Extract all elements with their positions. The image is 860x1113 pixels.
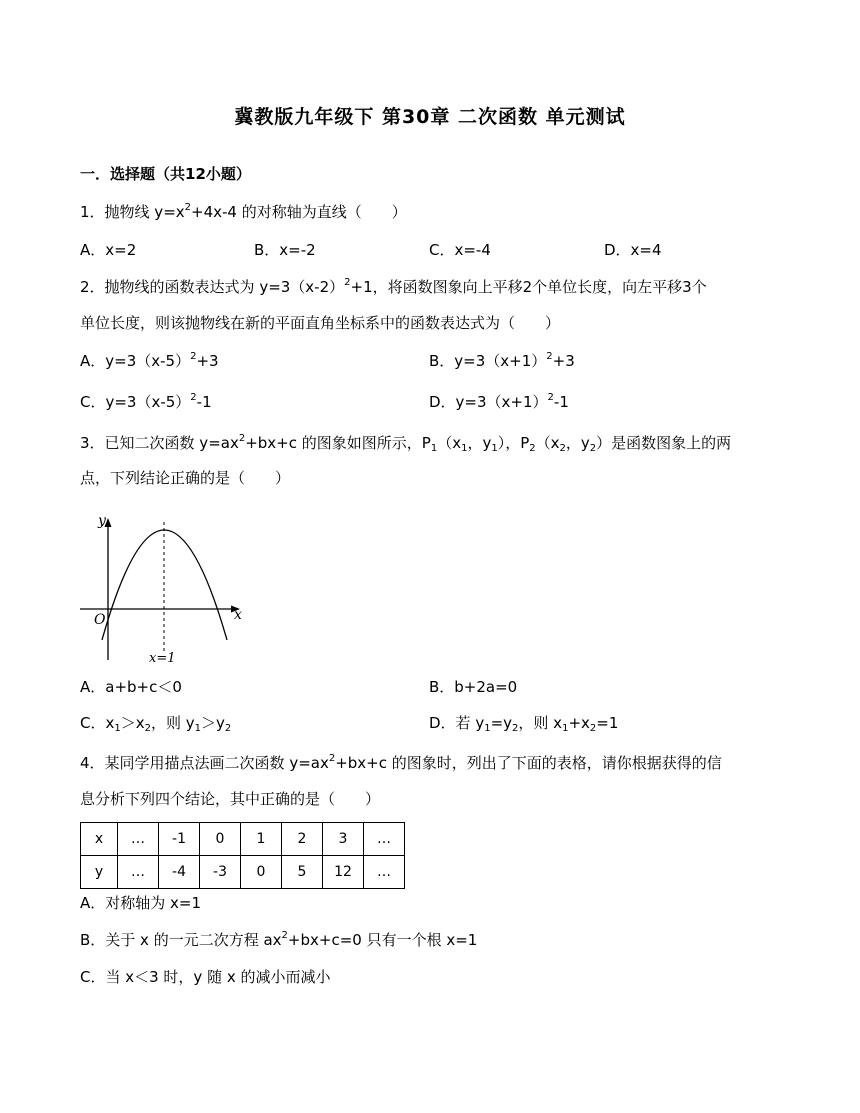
question-2-option-a: A．$y=3(x-5)^2+3$ — [80, 351, 219, 370]
table-row-x — [81, 823, 405, 856]
question-2-stem-line-2: 单位长度，则该抛物线在新的平面直角坐标系中的函数表达式为（ ） — [80, 314, 561, 332]
question-3-stem-line-2: 点，下列结论正确的是（ ） — [80, 469, 291, 487]
question-4-stem-line-2: 息分析下列四个结论，其中正确的是（ ） — [80, 790, 381, 808]
document-title: 冀教版九年级下 第30章 二次函数 单元测试 — [234, 106, 626, 128]
table-cell: -1 — [159, 823, 200, 856]
table-cell: … — [118, 823, 159, 856]
table-cell: 12 — [323, 856, 364, 889]
table-cell: 5 — [282, 856, 323, 889]
question-2-option-d: D．$y=3(x+1)^2-1$ — [429, 392, 569, 411]
table-cell: -4 — [159, 856, 200, 889]
origin-label: O — [94, 612, 106, 628]
table-cell: 0 — [200, 823, 241, 856]
question-4-option-c: C．当 x＜3 时，y 随 x 的减小而减小 — [80, 968, 331, 986]
question-2-option-b: B．$y=3(x+1)^2+3$ — [429, 351, 575, 370]
question-3-option-c: C．$x_1>x_2$，则 $y_1>y_2$ — [80, 714, 232, 734]
question-2-option-c: C．$y=3(x-5)^2-1$ — [80, 392, 212, 411]
y-axis-label: y — [98, 513, 106, 529]
table-cell: 0 — [241, 856, 282, 889]
table-cell: 2 — [282, 823, 323, 856]
symmetry-axis-label: x=1 — [149, 651, 176, 666]
table-cell: 1 — [241, 823, 282, 856]
table-cell: y — [81, 856, 118, 889]
question-2-stem-line-1: 2．抛物线的函数表达式为 $y=3(x-2)^2+1$，将函数图象向上平移2个单位长度，向左平移3个 — [80, 277, 707, 296]
question-4-option-a: A．对称轴为 x=1 — [80, 894, 202, 912]
table-row-y — [81, 856, 405, 889]
question-3-stem-line-1: 3．已知二次函数 $y=ax^2+bx+c$ 的图象如图所示，$P_1(x_1$，$y_1$），$P_2(x_2$，$y_2$）是函数图象上的两 — [80, 433, 732, 454]
question-1-option-a: A．x=2 — [80, 241, 137, 259]
question-4-option-b: B．关于 x 的一元二次方程 $ax^2+bx+c=0$ 只有一个根 x=1 — [80, 930, 478, 949]
question-3-option-d: D．若 $y_1=y_2$，则 $x_1+x_2=1$ — [429, 714, 619, 734]
question-3-option-a: A．a+b+c＜0 — [80, 678, 182, 696]
table-cell: 3 — [323, 823, 364, 856]
question-1-stem: 1．抛物线 $y=x^2+4x-4$ 的对称轴为直线（ ） — [80, 202, 407, 221]
question-1-option-c: C．x=-4 — [429, 241, 491, 259]
section-heading: 一．选择题（共12小题） — [80, 165, 251, 183]
question-4-stem-line-1: 4．某同学用描点法画二次函数 $y=ax^2+bx+c$ 的图象时，列出了下面的表格，请你根据获得的信 — [80, 753, 722, 772]
table-cell: x — [81, 823, 118, 856]
table-cell: … — [364, 856, 405, 889]
parabola-graph — [78, 508, 250, 666]
value-table — [80, 822, 405, 889]
question-1-option-b: B．x=-2 — [254, 241, 316, 259]
question-3-option-b: B．b+2a=0 — [429, 678, 518, 696]
table-cell: … — [364, 823, 405, 856]
question-1-option-d: D．x=4 — [604, 241, 662, 259]
table-cell: -3 — [200, 856, 241, 889]
x-axis-label: x — [234, 607, 242, 623]
table-cell: … — [118, 856, 159, 889]
